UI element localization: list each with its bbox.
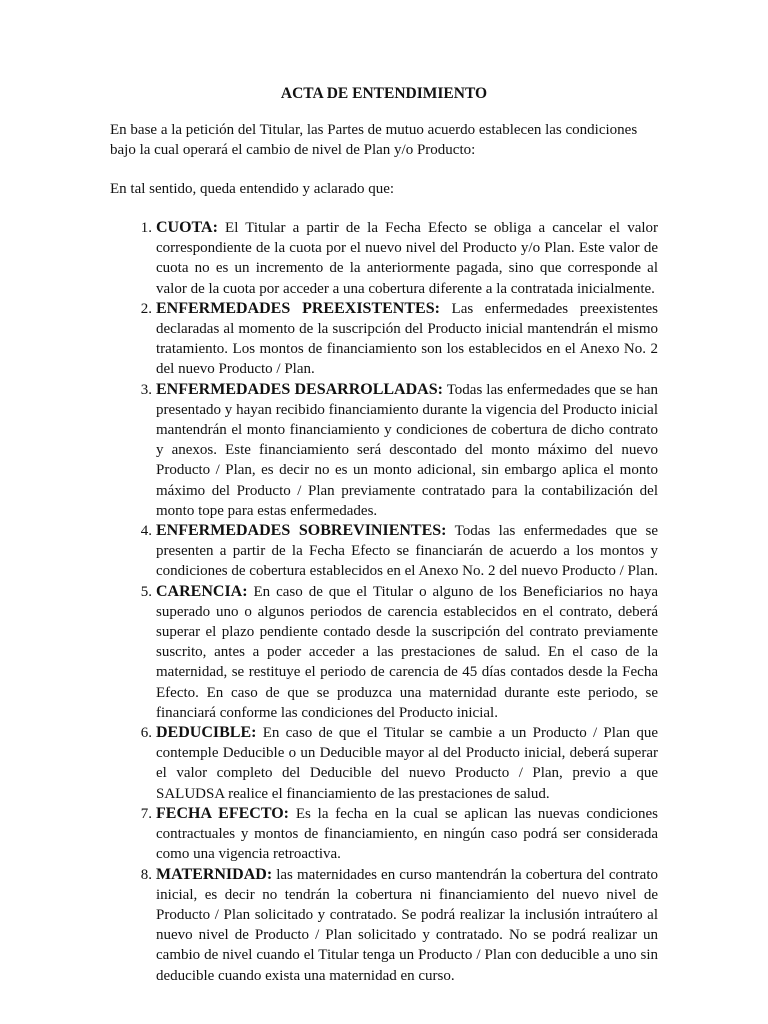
clause-item (110, 804, 658, 865)
clause-number: 6. (140, 725, 152, 742)
clause-heading: ENFERMEDADES SOBREVINIENTES: (156, 522, 447, 540)
clause-text: las maternidades en curso mantendrán la cobertura del contrato inicial, es decir no tendrán la cobertura ni financiamiento del nuevo nivel de Producto / Plan solicitado y contratado. Se podrá realizar la inclusión intraútero al nuevo nivel de Producto / Plan solicitado y contratado. No se podrá realizar un cambio de nivel cuando el Titular tenga un Producto / Plan con deducible a uno sin deducible cuando exista una maternidad en curso. (156, 866, 658, 984)
clause-list (110, 218, 658, 986)
clause-number: 1. (140, 220, 152, 236)
clause-item (110, 299, 658, 380)
clause-heading: ENFERMEDADES DESARROLLADAS: (156, 380, 443, 398)
clause-heading: MATERNIDAD: (156, 865, 273, 883)
clause-item (110, 380, 658, 521)
clause-number: 8. (140, 866, 152, 883)
clause-number: 7. (140, 805, 152, 822)
lead-paragraph: En tal sentido, queda entendido y aclarado que: (110, 181, 395, 197)
clause-text: Todas las enfermedades que se presenten a partir de la Fecha Efecto se financiarán de acuerdo a los montos y condiciones de cobertura establecidos en el Anexo No. 2 del nuevo Producto / Plan. (156, 523, 658, 580)
clause-heading: DEDUCIBLE: (156, 724, 257, 742)
intro-paragraph: En base a la petición del Titular, las Partes de mutuo acuerdo establecen las condiciones bajo la cual operará el cambio de nivel de Plan y/o Producto: (110, 122, 638, 158)
clause-heading: FECHA EFECTO: (156, 804, 290, 822)
clause-number: 5. (140, 583, 152, 600)
clause-text: Las enfermedades preexistentes declaradas al momento de la suscripción del Producto inicial mantendrán el mismo tratamiento. Los montos de financiamiento son los establecidos en el Anexo No. 2 del nuevo Producto / Plan. (156, 300, 658, 378)
document-title: ACTA DE ENTENDIMIENTO (280, 85, 488, 102)
clause-heading: ENFERMEDADES PREEXISTENTES: (156, 299, 440, 317)
clause-item (110, 218, 658, 299)
clause-text: Todas las enfermedades que se han presentado y hayan recibido financiamiento durante la vigencia del Producto inicial mantendrán el monto financiamiento y condiciones de cobertura de dicho contrato y anexos. Este financiamiento será descontado del monto máximo del nuevo Producto / Plan, es decir no es un monto adicional, sin embargo aplica el monto máximo del Producto / Plan previamente contratado para la contabilización del monto tope para estas enfermedades. (156, 381, 659, 519)
clause-number: 4. (140, 523, 152, 540)
clause-heading: CUOTA: (156, 219, 218, 236)
clause-heading: CARENCIA: (156, 582, 248, 600)
clause-text: Es la fecha en la cual se aplican las nuevas condiciones contractuales y montos de financiamiento, en ningún caso podrá ser considerada como una vigencia retroactiva. (156, 805, 659, 863)
clause-number: 2. (140, 300, 152, 317)
clause-number: 3. (140, 381, 152, 398)
clause-text: En caso de que el Titular se cambie a un Producto / Plan que contemple Deducible o un Deducible mayor al del Producto inicial, deberá superar el valor completo del Deducible del nuevo Producto / Plan, previo a que SALUDSA realice el financiamiento de las prestaciones de salud. (156, 725, 659, 802)
clause-text: El Titular a partir de la Fecha Efecto se obliga a cancelar el valor correspondiente de la cuota por el nuevo nivel del Producto y/o Plan. Este valor de cuota no es un incremento de la anteriormente pagada, sino que corresponde al valor de la cuota por acceder a una cobertura diferente a la contratada inicialmente. (156, 220, 659, 297)
clause-item (110, 723, 658, 804)
clause-item (110, 865, 658, 986)
clause-item (110, 521, 658, 582)
clause-text: En caso de que el Titular o alguno de los Beneficiarios no haya superado uno o algunos periodos de carencia establecidos en el contrato, deberá superar el plazo pendiente contado desde la suscripción del contrato previamente suscrito, antes a poder acceder a las prestaciones de salud. En el caso de la maternidad, se restituye el periodo de carencia de 45 días contados desde la Fecha Efecto. En caso de que se produzca una maternidad durante este periodo, se financiará conforme las condiciones del Producto inicial. (156, 583, 658, 721)
clause-item (110, 582, 658, 723)
